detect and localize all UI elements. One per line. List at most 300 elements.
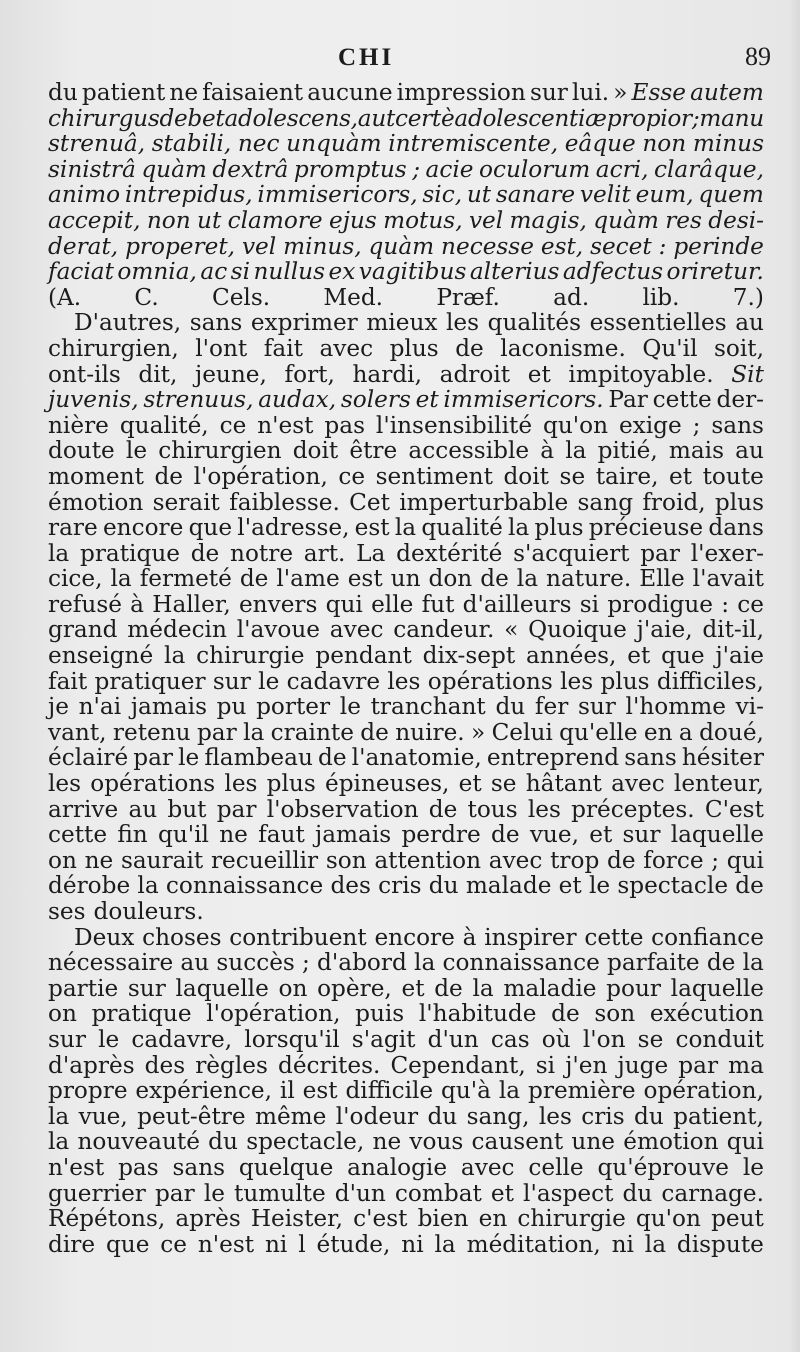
word: nec: [237, 130, 280, 158]
word: sur: [622, 821, 661, 849]
word: dix-sept: [422, 642, 516, 670]
word: pas: [324, 411, 365, 439]
word: de: [318, 744, 347, 772]
word: et: [669, 462, 693, 490]
word: de: [551, 1000, 580, 1028]
word: que: [105, 1230, 150, 1258]
text-line: [48, 285, 764, 311]
word: l'insensibilité: [375, 411, 533, 439]
word: qui: [726, 846, 764, 874]
word: sans: [711, 411, 764, 439]
word: du: [622, 1179, 653, 1207]
text-line: [48, 899, 764, 925]
word: ut: [197, 206, 222, 234]
word: art.: [303, 539, 346, 567]
word: avec: [319, 334, 374, 362]
word: ex: [328, 258, 356, 286]
word: la: [48, 539, 70, 567]
word: du: [495, 693, 526, 721]
word: ont-ils: [48, 360, 121, 388]
word: première: [528, 1077, 636, 1105]
text-line: [48, 157, 764, 183]
text-line: [48, 592, 764, 618]
word: unquàm: [286, 130, 382, 158]
word: au: [128, 795, 158, 823]
word: et: [415, 386, 439, 414]
text-line: [48, 643, 764, 669]
word: le: [339, 693, 361, 721]
word: sur: [529, 79, 568, 106]
word: les: [48, 770, 82, 798]
word: spectacle: [617, 872, 729, 900]
word: porter: [256, 693, 331, 721]
word: patient: [81, 79, 166, 106]
word: de: [190, 539, 220, 567]
word: eum,: [635, 181, 694, 209]
word: carnage.: [661, 1179, 764, 1207]
paragraph: [48, 925, 764, 1258]
word: doit: [292, 437, 339, 465]
word: a: [678, 718, 693, 746]
word: fait: [48, 667, 88, 695]
word: et: [589, 821, 613, 849]
word: lorsqu'il: [244, 1025, 340, 1053]
word: du: [633, 1102, 664, 1130]
word: étude,: [316, 1230, 391, 1258]
word: laquelle: [175, 974, 269, 1002]
word: des: [330, 872, 371, 900]
word: la: [110, 565, 132, 593]
word: intremiscente,: [388, 130, 559, 158]
word: essentielles: [589, 309, 727, 337]
word: Qu'il: [642, 334, 698, 362]
word: mais: [668, 437, 724, 465]
word: Sit: [731, 360, 764, 388]
word: manu: [699, 104, 764, 132]
word: encore: [102, 514, 184, 542]
word: douleurs.: [93, 898, 204, 925]
word: trop: [550, 846, 600, 874]
word: ce: [219, 411, 247, 439]
word: chirurgus: [48, 104, 160, 132]
word: malade: [465, 872, 552, 900]
word: enseigné: [48, 642, 154, 670]
word: l'avait: [692, 565, 764, 593]
word: en: [643, 718, 673, 746]
word: que: [188, 514, 233, 542]
word: avec: [488, 846, 543, 874]
text-line: [48, 976, 764, 1002]
word: Cels.: [211, 283, 271, 311]
word: cette: [584, 923, 644, 951]
word: son: [325, 846, 367, 874]
word: adolescentiæ: [454, 104, 607, 132]
word: sinistrâ: [48, 155, 136, 183]
word: difficiles,: [656, 667, 764, 695]
word: du: [48, 79, 78, 106]
word: méditation,: [466, 1230, 601, 1258]
word: Esse: [631, 79, 686, 106]
word: hésiter: [681, 744, 764, 772]
word: exécution: [649, 1000, 764, 1028]
word: ni: [401, 1230, 424, 1258]
word: qu'à: [441, 1077, 492, 1105]
word: quàm: [593, 206, 659, 234]
word: properet,: [125, 232, 236, 260]
word: intrepidus,: [124, 181, 253, 209]
word: tous: [467, 795, 518, 823]
text-line: [48, 925, 764, 951]
word: ce: [338, 462, 366, 490]
word: fait: [263, 334, 303, 362]
word: dans: [708, 514, 764, 542]
text-line: [48, 745, 764, 771]
word: lib.: [642, 283, 680, 311]
word: maladie: [503, 974, 597, 1002]
word: pour: [606, 974, 661, 1002]
word: qu'il: [157, 821, 209, 849]
word: force: [643, 846, 704, 874]
word: but: [167, 795, 207, 823]
word: acie: [425, 155, 474, 183]
word: immisericors,: [257, 181, 418, 209]
word: avec: [329, 616, 384, 644]
text-line: [48, 541, 764, 567]
word: lui.: [571, 79, 610, 106]
word: précieuse: [588, 514, 704, 542]
word: de: [455, 334, 484, 362]
word: au: [180, 949, 210, 977]
word: dit-il,: [702, 616, 764, 644]
word: vant,: [48, 718, 107, 746]
word: chirurgie: [196, 642, 305, 670]
word: sanare: [495, 181, 576, 209]
word: perinde: [673, 232, 764, 260]
word: de: [434, 974, 463, 1002]
word: il: [279, 1077, 295, 1105]
word: adroit: [439, 360, 511, 388]
word: adfectus: [562, 258, 664, 286]
word: non: [642, 130, 687, 158]
word: du: [428, 872, 459, 900]
word: promptus: [293, 155, 407, 183]
word: cris: [378, 872, 422, 900]
word: ce: [160, 1230, 188, 1258]
word: magis,: [509, 206, 587, 234]
text-line: [48, 1181, 764, 1207]
word: derat,: [48, 232, 119, 260]
word: serait: [152, 488, 220, 516]
word: doué,: [699, 718, 764, 746]
word: quàm: [368, 232, 435, 260]
word: imperturbable: [399, 488, 569, 516]
word: mieux: [366, 309, 438, 337]
word: par: [133, 744, 174, 772]
word: saurait: [120, 846, 204, 874]
word: d'abord: [317, 949, 407, 977]
word: le: [178, 744, 200, 772]
word: et: [627, 642, 651, 670]
word: dit,: [138, 360, 178, 388]
word: j'en: [565, 1051, 608, 1079]
text-line: [48, 336, 764, 362]
word: propior: [606, 104, 692, 132]
word: Quoique: [528, 616, 627, 644]
word: causent: [471, 1128, 564, 1156]
word: inspirer: [484, 923, 577, 951]
word: :: [721, 590, 730, 618]
word: D'autres,: [74, 309, 182, 337]
text-line: [48, 822, 764, 848]
word: tranchant: [370, 693, 486, 721]
word: dextérité: [396, 539, 503, 567]
word: à: [462, 923, 477, 951]
word: vous: [409, 1128, 464, 1156]
word: res: [665, 206, 702, 234]
word: encore: [374, 923, 455, 951]
word: der-: [716, 386, 764, 414]
word: ni: [611, 1230, 634, 1258]
word: être: [349, 437, 398, 465]
word: d'après: [48, 1051, 135, 1079]
word: contribuent: [229, 923, 367, 951]
word: sentiment: [375, 462, 493, 490]
word: fin: [117, 821, 148, 849]
word: accepit,: [48, 206, 141, 234]
word: la: [414, 949, 436, 977]
word: de: [360, 718, 389, 746]
word: qualités: [487, 309, 581, 337]
word: s'acquiert: [513, 539, 630, 567]
text-line: [48, 1104, 764, 1130]
word: strenuus,: [143, 386, 254, 414]
word: on: [48, 1000, 77, 1028]
word: s'agit: [351, 1025, 416, 1053]
text-line: [48, 182, 764, 208]
word: bien: [417, 1205, 469, 1233]
word: où: [541, 1025, 571, 1053]
word: dispute: [676, 1230, 764, 1258]
word: on: [278, 974, 308, 1002]
word: confiance: [651, 923, 764, 951]
word: guerrier: [48, 1179, 146, 1207]
word: sur: [48, 1025, 86, 1053]
word: que: [661, 642, 705, 670]
text-line: [48, 1001, 764, 1027]
word: faut: [258, 821, 305, 849]
word: Répétons,: [48, 1205, 166, 1233]
word: minus,: [283, 232, 362, 260]
text-line: [48, 106, 764, 132]
word: du: [427, 1102, 458, 1130]
word: attention: [374, 846, 482, 874]
word: dextrâ: [212, 155, 289, 183]
word: vue,: [78, 1102, 128, 1130]
word: exige: [618, 411, 682, 439]
word: froid,: [642, 488, 706, 516]
word: ;: [302, 949, 310, 977]
word: minus: [692, 130, 764, 158]
word: difficile: [345, 1077, 434, 1105]
word: necesse: [441, 232, 534, 260]
word: nullus: [253, 258, 326, 286]
text-line: [48, 771, 764, 797]
word: jamais: [130, 693, 207, 721]
word: l'odeur: [335, 1102, 419, 1130]
word: l: [298, 1230, 306, 1258]
word: Elle: [639, 565, 685, 593]
text-line: [48, 515, 764, 541]
word: l'avoue: [236, 616, 321, 644]
word: autem: [690, 79, 764, 106]
word: nature.: [546, 565, 632, 593]
word: la: [742, 949, 764, 977]
word: analogie: [347, 1153, 448, 1181]
word: de: [606, 846, 636, 874]
word: n'est: [197, 1230, 255, 1258]
word: cette: [652, 386, 712, 414]
word: se: [637, 1025, 664, 1053]
word: ne: [219, 821, 248, 849]
word: qu'éprouve: [597, 1153, 729, 1181]
word: nouveauté: [77, 1128, 200, 1156]
word: C'est: [704, 795, 764, 823]
word: par: [216, 795, 257, 823]
word: les: [224, 770, 258, 798]
word: clarâque,: [653, 155, 764, 183]
word: n'est: [257, 411, 314, 439]
word: juvenis,: [48, 386, 139, 414]
word: certè: [395, 104, 455, 132]
word: à: [130, 590, 144, 618]
word: la: [434, 1230, 456, 1258]
word: années,: [525, 642, 617, 670]
word: opère,: [317, 974, 392, 1002]
word: le: [125, 437, 148, 465]
word: pratiquer: [94, 667, 206, 695]
word: avec: [611, 770, 665, 798]
text-line: [48, 1027, 764, 1053]
word: ;: [691, 104, 700, 132]
word: alterius: [469, 258, 560, 286]
word: médecin: [127, 616, 227, 644]
word: chirurgien,: [48, 334, 179, 362]
word: et: [558, 872, 582, 900]
word: 7.): [732, 283, 764, 311]
word: clamore: [227, 206, 323, 234]
word: faiblesse.: [229, 488, 340, 516]
running-head: CHI: [338, 44, 395, 71]
word: règles: [195, 1051, 268, 1079]
word: opération,: [643, 1077, 764, 1105]
word: de: [154, 462, 184, 490]
word: les: [446, 309, 480, 337]
word: solers: [340, 386, 411, 414]
word: nuire.: [395, 718, 465, 746]
word: après: [175, 1205, 241, 1233]
word: propre: [48, 1077, 128, 1105]
word: celle: [528, 1153, 584, 1181]
word: d'ailleurs: [462, 590, 572, 618]
word: l'ame: [276, 565, 340, 593]
word: la: [472, 974, 494, 1002]
word: les: [527, 795, 561, 823]
word: non: [146, 206, 191, 234]
word: plus: [600, 667, 650, 695]
word: décrites.: [277, 1051, 381, 1079]
word: est: [302, 1077, 338, 1105]
word: en: [478, 1205, 508, 1233]
word: à: [540, 437, 555, 465]
word: sur: [127, 974, 166, 1002]
word: de: [735, 872, 764, 900]
word: Deux: [74, 923, 135, 951]
word: qui: [726, 1128, 764, 1156]
word: peut: [711, 1205, 764, 1233]
word: les: [538, 1102, 572, 1130]
word: elle: [371, 590, 414, 618]
word: vue,: [529, 821, 579, 849]
word: d'un: [427, 1025, 479, 1053]
word: connaissance: [165, 872, 324, 900]
word: l'adresse,: [237, 514, 350, 542]
word: parfaite: [607, 949, 700, 977]
word: choses: [142, 923, 222, 951]
word: envers: [238, 590, 318, 618]
word: arrive: [48, 795, 119, 823]
word: même: [254, 1102, 327, 1130]
word: et: [458, 770, 482, 798]
word: immisericors.: [443, 386, 604, 414]
word: aut: [357, 104, 395, 132]
word: connaissance: [442, 949, 600, 977]
word: qualité,: [119, 411, 209, 439]
word: refusé: [48, 590, 122, 618]
word: une: [571, 1128, 615, 1156]
word: omnia,: [117, 258, 197, 286]
word: par: [678, 1051, 719, 1079]
text-line: [48, 797, 764, 823]
text-line: [48, 1155, 764, 1181]
word: laconisme.: [500, 334, 626, 362]
word: Cependant,: [390, 1051, 526, 1079]
word: velit: [579, 181, 631, 209]
word: pendant: [315, 642, 412, 670]
word: sans: [172, 1153, 226, 1181]
word: moment: [48, 462, 144, 490]
word: au: [735, 437, 764, 465]
word: vagitibus: [358, 258, 467, 286]
word: la: [516, 565, 539, 593]
word: l'ont: [195, 334, 248, 362]
text-line: [48, 669, 764, 695]
word: Celui: [491, 718, 553, 746]
word: crainte: [270, 718, 354, 746]
word: impitoyable.: [568, 360, 714, 388]
word: se: [490, 770, 517, 798]
text-line: [48, 234, 764, 260]
word: motus,: [383, 206, 463, 234]
word: vel: [241, 232, 277, 260]
word: fut: [421, 590, 455, 618]
word: quem: [698, 181, 764, 209]
word: pitié,: [597, 437, 658, 465]
word: Præf.: [436, 283, 500, 311]
word: ses: [48, 898, 86, 925]
word: sur: [577, 693, 616, 721]
word: est: [354, 514, 390, 542]
word: Par: [608, 386, 648, 414]
